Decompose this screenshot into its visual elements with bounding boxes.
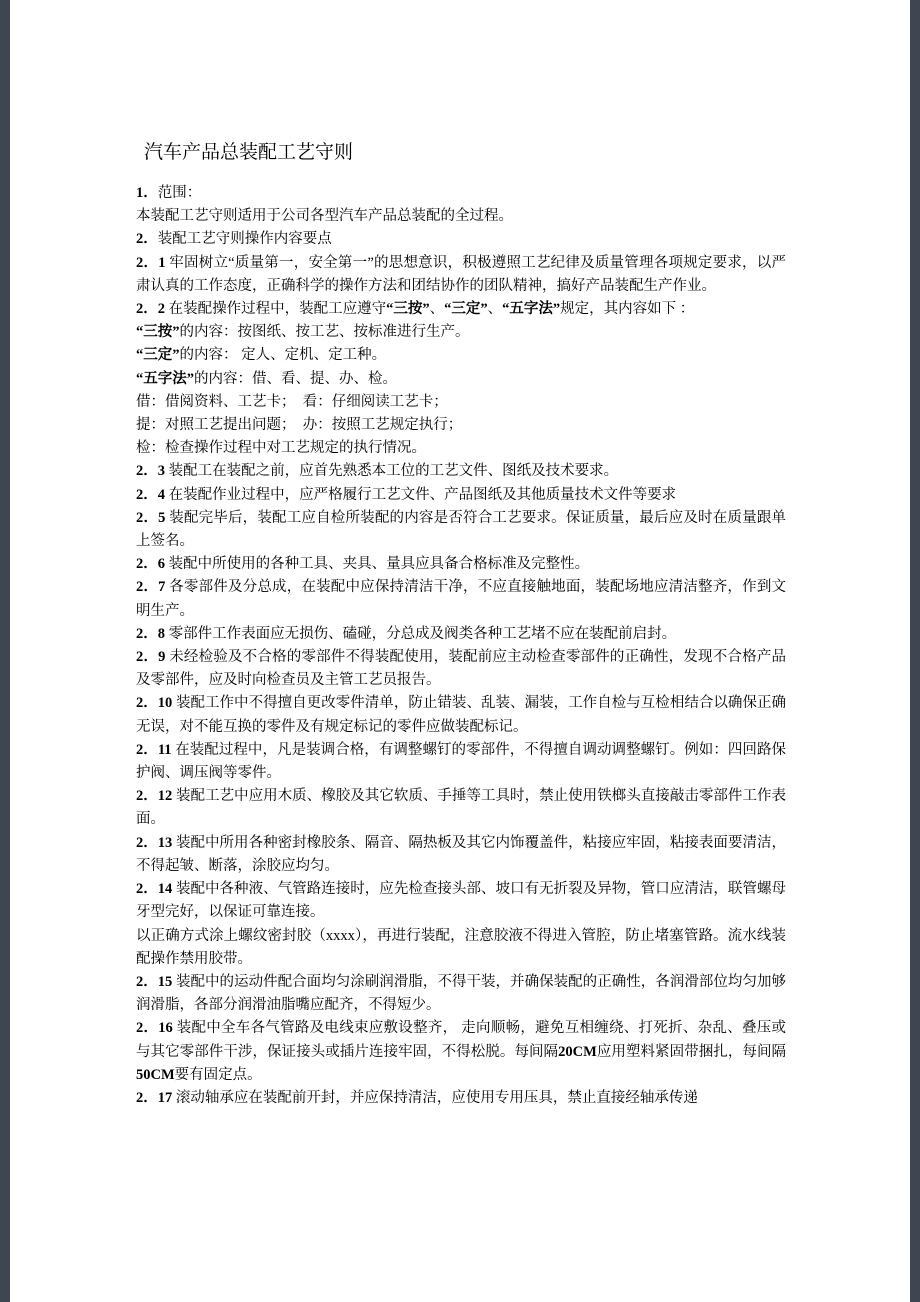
paragraph — [136, 1017, 786, 1087]
paragraph-text: 的内容： 定人、定机、定工种。 — [179, 347, 387, 364]
paragraph-text-bold: 2．9 — [136, 649, 170, 666]
paragraph-text-bold: “三定” — [444, 301, 488, 318]
document-content — [136, 140, 786, 1110]
paragraph-text: 要有固定点。 — [174, 1066, 262, 1083]
paragraph-text-bold: 2．5 — [136, 509, 170, 526]
paragraph — [136, 925, 786, 971]
paragraph-text: 装配中各种液、气管路连接时，应先检查接头部、坡口有无折裂及异物，管口应清洁，联管螺母牙型完好，以保证可靠连接。 — [136, 881, 786, 921]
paragraph-text-bold: “五字法” — [136, 370, 194, 387]
paragraph-text-bold: 20CM — [558, 1043, 597, 1060]
paragraph — [136, 252, 786, 298]
paragraph-text: 装配中全车各气管路及电线束应敷设整齐， 走向顺畅，避免互相缠绕、打死折、杂乱、叠压或与其它零部件干涉，保证接头或插片连接牢固，不得松脱。每间隔 — [136, 1020, 787, 1060]
paragraph — [136, 692, 786, 738]
paragraph — [136, 785, 786, 831]
paragraph — [136, 321, 786, 344]
paragraph-text-bold: 2．7 — [136, 579, 170, 596]
paragraph-text-bold: “三定” — [136, 347, 180, 364]
paragraph-text: 装配中所使用的各种工具、夹具、量具应具备合格标准及完整性。 — [168, 556, 590, 573]
paragraph-text-bold: 2． — [136, 231, 158, 248]
paragraph — [136, 205, 786, 228]
paragraph-text: 零部件工作表面应无损伤、磕碰，分总成及阀类各种工艺堵不应在装配前启封。 — [168, 625, 677, 642]
paragraph-text: 装配完毕后，装配工应自检所装配的内容是否符合工艺要求。保证质量，最后应及时在质量跟单上签名。 — [136, 509, 787, 550]
paragraph-text: 在装配操作过程中，装配工应遵守 — [168, 301, 387, 318]
page-edge-left — [0, 0, 10, 1302]
paragraph — [136, 553, 786, 576]
paragraph-text: 以正确方式涂上螺纹密封胶（xxxx），再进行装配，注意胶液不得进入管腔，防止堵塞管路。流水线装配操作禁用胶带。 — [136, 927, 786, 967]
paragraph-text: 的内容：按图纸、按工艺、按标准进行生产。 — [179, 324, 470, 341]
paragraph-text: 本装配工艺守则适用于公司各型汽车产品总装配的全过程。 — [136, 208, 513, 225]
paragraph-text: 借：借阅资料、工艺卡； 看：仔细阅读工艺卡； — [136, 393, 448, 410]
paragraph-text-bold: 2．17 — [136, 1089, 176, 1106]
paragraph-text: 装配工艺守则操作内容要点 — [157, 231, 332, 248]
paragraph-text: 、 — [487, 301, 503, 318]
paragraph — [136, 228, 786, 251]
document-title: 汽车产品总装配工艺守则 — [144, 142, 354, 163]
paragraph — [136, 646, 786, 692]
document-body — [136, 182, 786, 1110]
paragraph-text: 装配中的运动件配合面均匀涂刷润滑脂，不得干装，并确保装配的正确性，各润滑部位均匀加够润滑脂，各部分润滑油脂嘴应配齐，不得短少。 — [136, 973, 786, 1014]
paragraph — [136, 391, 786, 414]
paragraph-text: 装配中所用各种密封橡胶条、隔音、隔热板及其它内饰覆盖件，粘接应牢固，粘接表面要清洁，不得起皱、断落，涂胶应均匀。 — [136, 834, 786, 874]
paragraph-text-bold: 1． — [136, 185, 158, 201]
paragraph — [136, 507, 786, 553]
paragraph-text-bold: 2．8 — [136, 625, 169, 642]
paragraph — [136, 182, 786, 205]
paragraph-text: 装配工艺中应用木质、橡胶及其它软质、手捶等工具时，禁止使用铁榔头直接敲击零部件工作表面。 — [136, 788, 786, 828]
paragraph — [136, 484, 786, 507]
paragraph-text-bold: “三按” — [136, 324, 180, 341]
paragraph — [136, 576, 786, 622]
paragraph-text: 装配工在装配之前，应首先熟悉本工位的工艺文件、图纸及技术要求。 — [168, 463, 619, 480]
paragraph-text-bold: 2．15 — [136, 973, 176, 990]
paragraph — [136, 832, 786, 878]
paragraph-text-bold: 2．3 — [136, 463, 169, 480]
paragraph-text-bold: 2．6 — [136, 556, 169, 573]
paragraph-text: 牢固树立“质量第一，安全第一”的思想意识，积极遵照工艺纪律及质量管理各项规定要求，以严肃认真的工作态度，正确科学的操作方法和团结协作的团队精神，搞好产品装配生产作业。 — [136, 254, 786, 294]
paragraph-text: 在装配过程中，凡是装调合格，有调整螺钉的零部件，不得擅自调动调整螺钉。例如：四回路保护阀、调压阀等零件。 — [136, 741, 787, 782]
paragraph-text-bold: 2．1 — [136, 254, 170, 271]
paragraph-text: 未经检验及不合格的零部件不得装配使用，装配前应主动检查零部件的正确性，发现不合格产品及零部件，应及时向检查员及主管工艺员报告。 — [136, 649, 787, 689]
paragraph-text: 规定，其内容如下 ： — [560, 301, 695, 318]
paragraph — [136, 368, 786, 391]
paragraph-text-bold: 2．13 — [136, 834, 176, 851]
paragraph-text: 提：对照工艺提出问题； 办：按照工艺规定执行； — [136, 417, 463, 434]
paragraph-text-bold: 2．12 — [136, 788, 176, 805]
paragraph-text-bold: 2．14 — [136, 881, 176, 898]
paragraph-text-bold: 2．10 — [136, 695, 176, 712]
paragraph-text-bold: 2．2 — [136, 301, 169, 318]
paragraph-text-bold: 2．16 — [136, 1020, 177, 1037]
paragraph — [136, 344, 786, 367]
paragraph — [136, 298, 786, 321]
paragraph-text: 的内容：借、看、提、办、检。 — [194, 370, 397, 387]
paragraph — [136, 437, 786, 460]
paragraph-text-bold: “三按” — [386, 301, 430, 318]
paragraph-text: 装配工作中不得擅自更改零件清单，防止错装、乱装、漏装，工作自检与互检相结合以确保正确无误，对不能互换的零件及有规定标记的零件应做装配标记。 — [136, 695, 786, 735]
paragraph — [136, 739, 786, 785]
paragraph-text: 范围： — [157, 185, 202, 201]
paragraph-text: 应用塑料紧固带捆扎，每间隔 — [596, 1043, 787, 1060]
paragraph-text-bold: 50CM — [136, 1066, 175, 1083]
paragraph-text: 在装配作业过程中，应严格履行工艺文件、产品图纸及其他质量技术文件等要求 — [168, 486, 677, 503]
paragraph-text-bold: 2．4 — [136, 486, 169, 503]
paragraph — [136, 414, 786, 437]
paragraph — [136, 460, 786, 483]
paragraph-text: 各零部件及分总成，在装配中应保持清洁干净，不应直接触地面，装配场地应清洁整齐，作到文明生产。 — [136, 579, 787, 619]
page-edge-right — [910, 0, 920, 1302]
paragraph-text: 滚动轴承应在装配前开封，并应保持清洁，应使用专用压具，禁止直接经轴承传递 — [175, 1089, 698, 1106]
paragraph-text: 检：检查操作过程中对工艺规定的执行情况。 — [136, 440, 426, 457]
paragraph-text-bold: “五字法” — [502, 301, 561, 318]
paragraph — [136, 878, 786, 924]
paragraph-text: 、 — [429, 301, 445, 318]
paragraph — [136, 623, 786, 646]
paragraph — [136, 1087, 786, 1110]
paragraph-text-bold: 2．11 — [136, 741, 176, 758]
paragraph — [136, 971, 786, 1017]
